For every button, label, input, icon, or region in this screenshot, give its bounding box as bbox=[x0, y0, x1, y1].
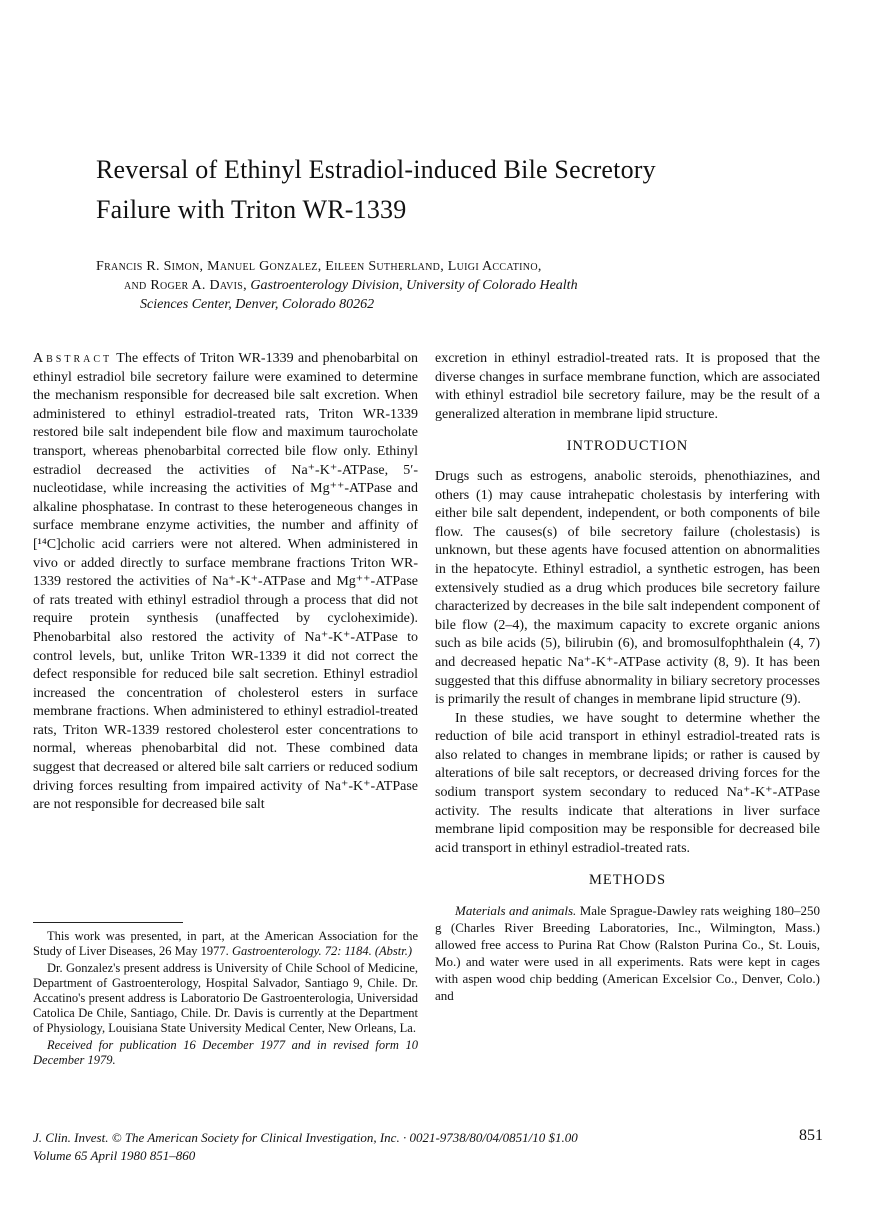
author-line-2 bbox=[96, 276, 796, 295]
journal-line: J. Clin. Invest. © The American Society for Clinical Investigation, Inc. · 0021-9738/80/04/0851/10 $1.00 bbox=[33, 1130, 578, 1145]
footnote-3: Received for publication 16 December 1977 and in revised form 10 December 1979. bbox=[33, 1038, 418, 1067]
abstract-label: Abstract bbox=[33, 351, 113, 366]
author-block bbox=[96, 257, 796, 314]
page-footer bbox=[33, 1129, 823, 1165]
footnote-2: Dr. Gonzalez's present address is University of Chile School of Medicine, Department of Gastroenterology, Hospital Salvador, Santiago 9, Chile. Dr. Accatino's present address is Laboratorio De Gastroenterologia, Universidad Catolica De Chile, Santiago, Chile. Dr. Davis is currently at the Department of Physiology, Louisiana State University Medical Center, New Orleans, La. bbox=[33, 961, 418, 1035]
page-number: 851 bbox=[799, 1127, 823, 1144]
abstract-paragraph bbox=[33, 350, 418, 815]
affiliation: Gastroenterology Division, University of Colorado Health bbox=[250, 278, 578, 293]
abstract-continued: excretion in ethinyl estradiol-treated rats. It is proposed that the diverse changes in surface membrane function, which are associated with ethinyl estradiol bile secretory failure, may be the result of a generalized alteration in membrane lipid structure. bbox=[435, 351, 820, 422]
methods-subhead: Materials and animals. bbox=[455, 903, 577, 919]
left-column bbox=[33, 350, 418, 815]
footnote-1-text: This work was presented, in part, at the American Association for the Study of Liver Diseases, 26 May 1977. bbox=[33, 929, 418, 958]
volume-line: Volume 65 April 1980 851–860 bbox=[33, 1148, 196, 1163]
author-line-3: Sciences Center, Denver, Colorado 80262 bbox=[140, 297, 375, 312]
methods-paragraph bbox=[435, 902, 820, 1004]
title-line-2: Failure with Triton WR-1339 bbox=[96, 195, 407, 224]
methods-text: Male Sprague-Dawley rats weighing 180–250 g (Charles River Breeding Laboratories, Inc., Wilmington, Mass.) allowed free access to Purina Rat Chow (Ralston Purina Co., St. Louis, Mo.) and water were used in all experiments. Rats were kept in cages with aspen wood chip bedding (American Excelsior Co., Denver, Colo.) and bbox=[435, 903, 820, 1004]
right-column bbox=[435, 350, 820, 1004]
article-title bbox=[96, 150, 816, 230]
footnote-rule bbox=[33, 922, 183, 923]
author-line-1: Francis R. Simon, Manuel Gonzalez, Eileen Sutherland, Luigi Accatino, bbox=[96, 259, 542, 274]
footnote-1 bbox=[33, 929, 418, 959]
methods-heading: METHODS bbox=[588, 872, 667, 889]
introduction-heading: INTRODUCTION bbox=[566, 438, 689, 455]
introduction-paragraph-1: Drugs such as estrogens, anabolic steroids, phenothiazines, and others (1) may cause intrahepatic cholestasis by interfering with either bile salt dependent, independent, or both components of bile flow. The causes(s) of bile secretory failure (cholestasis) is unknown, but these agents have focused attention on abnormalities in the hepatocyte. Ethinyl estradiol, a synthetic estrogen, has been extensively studied as a drug which produces bile secretory failure characterized by decreases in the bile salt independent component of bile flow (2–4), the maximum capacity to excrete organic anions such as bile acids (5), bilirubin (6), and bromosulfophthalein (4, 7) and decreased hepatic Na⁺-K⁺-ATPase activity (8, 9). It has been suggested that this diffuse abnormality in biliary secretory processes is primarily the result of changes in membrane lipid structure (9). bbox=[435, 468, 820, 708]
footnotes bbox=[33, 922, 418, 1070]
author-names-2: and Roger A. Davis, bbox=[124, 278, 247, 293]
title-line-1: Reversal of Ethinyl Estradiol-induced Bile Secretory bbox=[96, 155, 656, 184]
abstract-text: The effects of Triton WR-1339 and phenobarbital on ethinyl estradiol bile secretory failure were examined to determine the mechanism responsible for decreased bile salt excretion. When administered to ethinyl estradiol-treated rats, Triton WR-1339 restored bile salt independent bile flow and maximum taurocholate transport, whereas phenobarbital corrected bile flow only. Ethinyl estradiol decreased the activities of Na⁺-K⁺-ATPase, 5′-nucleotidase, while increasing the activities of Mg⁺⁺-ATPase and alkaline phosphatase. In contrast to these heterogeneous changes in surface membrane enzyme activities, the number and affinity of [¹⁴C]cholic acid carriers were not altered. When administered in vivo or added directly to surface membrane fractions Triton WR-1339 restored the activities of Na⁺-K⁺-ATPase and Mg⁺⁺-ATPase of rats treated with ethinyl estradiol through a process that did not require protein synthesis (unaffected by cycloheximide). Phenobarbital also restored the activity of Na⁺-K⁺-ATPase to control levels, but, unlike Triton WR-1339 it did not correct the defect responsible for reduced bile salt secretion. Ethinyl estradiol increased the concentration of cholesterol esters in surface membrane fractions. When administered to ethinyl estradiol-treated rats, Triton WR-1339 restored cholesterol ester concentrations to normal, whereas phenobarbital did not. These combined data suggest that decreased or altered bile salt carriers or reduced sodium driving forces resulting from impaired activity of Na⁺-K⁺-ATPase are not responsible for decreased bile salt bbox=[33, 351, 418, 813]
introduction-paragraph-2: In these studies, we have sought to determine whether the reduction of bile acid transport in ethinyl estradiol-treated rats is also related to changes in membrane lipids; or rather is caused by alterations of bile salt receptors, or decreased driving forces for the sodium transport system secondary to reduced Na⁺-K⁺-ATPase activity. The results indicate that alterations in liver surface membrane lipid composition may be responsible for decreased bile acid transport in ethinyl estradiol-treated rats. bbox=[435, 710, 820, 856]
footnote-1-citation: Gastroenterology. 72: 1184. (Abstr.) bbox=[231, 944, 413, 958]
